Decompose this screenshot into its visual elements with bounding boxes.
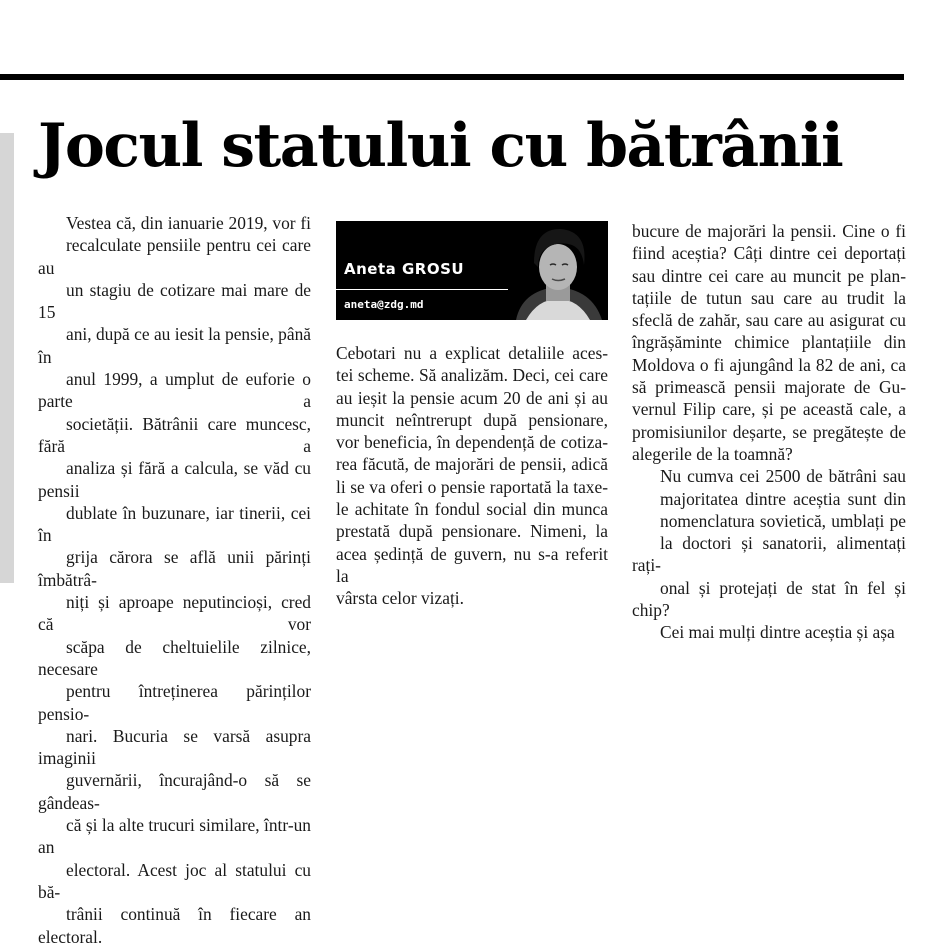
left-margin-strip [0, 133, 14, 583]
text-line: Moldova o fi ajungând la 82 de ani, ca [632, 354, 906, 375]
author-box-rule [336, 289, 516, 290]
text-line: niți și aproape neputincioși, cred că vor [38, 592, 311, 635]
text-line: bucure de majorări la pensii. Cine o fi [632, 221, 906, 241]
text-line: li se va oferi o pensie raportată la taxe- [336, 476, 608, 497]
article-headline: Jocul statului cu bătrânii [38, 111, 843, 181]
text-line: grija cărora se află unii părinți îmbătrâ- [38, 547, 311, 590]
author-name: Aneta GROSU [344, 260, 465, 278]
text-line: au ieșit la pensie acum 20 de ani și au [336, 387, 608, 408]
text-line: fiind aceștia? Câți dintre cei deportați [632, 243, 906, 264]
text-line: onal și protejați de stat în fel și chip? [632, 577, 906, 621]
text-line: că și la alte trucuri similare, într-un an [38, 815, 311, 858]
column-3-paragraph-1 [632, 220, 906, 465]
text-line: promisiunilor deșarte, se pregătește de [632, 421, 906, 442]
article-column-2 [336, 342, 608, 610]
text-line: majoritatea dintre aceștia sunt din [660, 488, 906, 509]
text-line: dublate în buzunare, iar tinerii, cei în [38, 502, 311, 546]
text-line: la doctori și sanatorii, alimentați rați- [632, 533, 906, 576]
text-line: rea făcută, de majorări de pensii, adică [336, 454, 608, 475]
text-line: să primească pensii majorate de Gu- [632, 377, 906, 398]
text-line: Vestea că, din ianuarie 2019, vor fi [66, 213, 311, 233]
top-divider-rule [0, 74, 904, 80]
column-2-paragraph [336, 342, 608, 610]
text-line: muncit neîntrerupt după pensionare, [336, 409, 608, 430]
article-column-3 [632, 220, 906, 644]
column-1-paragraph [38, 212, 311, 948]
column-3-paragraph-2 [632, 465, 906, 643]
text-line: nomenclatura sovietică, umblați pe [660, 510, 906, 531]
text-line: tei scheme. Să analizăm. Deci, cei care [336, 365, 608, 386]
text-line: trânii continuă în fiecare an electoral. [38, 904, 311, 947]
text-line: Cei mai mulți dintre aceștia și așa [660, 622, 895, 643]
text-line: le achitate în fondul social din munca [336, 499, 608, 520]
text-line: acea ședință de guvern, nu s-a referit la [336, 543, 608, 586]
text-line: nari. Bucuria se varsă asupra imaginii [38, 725, 311, 769]
text-line: ani, după ce au iesit la pensie, până în [38, 324, 311, 367]
text-line: electoral. Acest joc al statului cu bă- [38, 859, 311, 902]
text-line: prestată după pensionare. Nimeni, la [336, 521, 608, 542]
text-line: vârsta celor vizați. [336, 588, 464, 609]
text-line: îngrășăminte chimice plantațiile din [632, 332, 906, 353]
text-line: vernul Filip care, și pe această cale, a [632, 399, 906, 420]
author-photo [508, 221, 608, 320]
author-email: aneta@zdg.md [344, 298, 424, 311]
text-line: analiza și fără a calcula, se văd cu pensii [38, 458, 311, 501]
article-column-1 [38, 212, 311, 948]
text-line: alegerile de la toamnă? [632, 443, 793, 464]
text-line: vor beneficia, în dependență de cotiza- [336, 432, 608, 453]
text-line: recalculate pensiile pentru cei care au [38, 235, 311, 278]
text-line: Cebotari nu a explicat detaliile aces- [336, 343, 608, 363]
text-line: scăpa de cheltuielile zilnice, necesare [38, 636, 311, 679]
text-line: Nu cumva cei 2500 de bătrâni sau [660, 466, 906, 487]
text-line: sfeclă de zahăr, sau care au asigurat cu [632, 310, 906, 331]
text-line: un stagiu de cotizare mai mare de 15 [38, 279, 311, 323]
text-line: tațiile de tutun sau care au trudit la [632, 287, 906, 308]
text-line: societății. Bătrânii care muncesc, fără a [38, 413, 311, 456]
text-line: pentru întreținerea părinților pensio- [38, 681, 311, 724]
author-box [336, 221, 608, 320]
text-line: anul 1999, a umplut de euforie o parte a [38, 369, 311, 412]
text-line: guvernării, încurajând-o să se gândeas- [38, 770, 311, 813]
text-line: sau dintre cei care au muncit pe plan- [632, 265, 906, 286]
